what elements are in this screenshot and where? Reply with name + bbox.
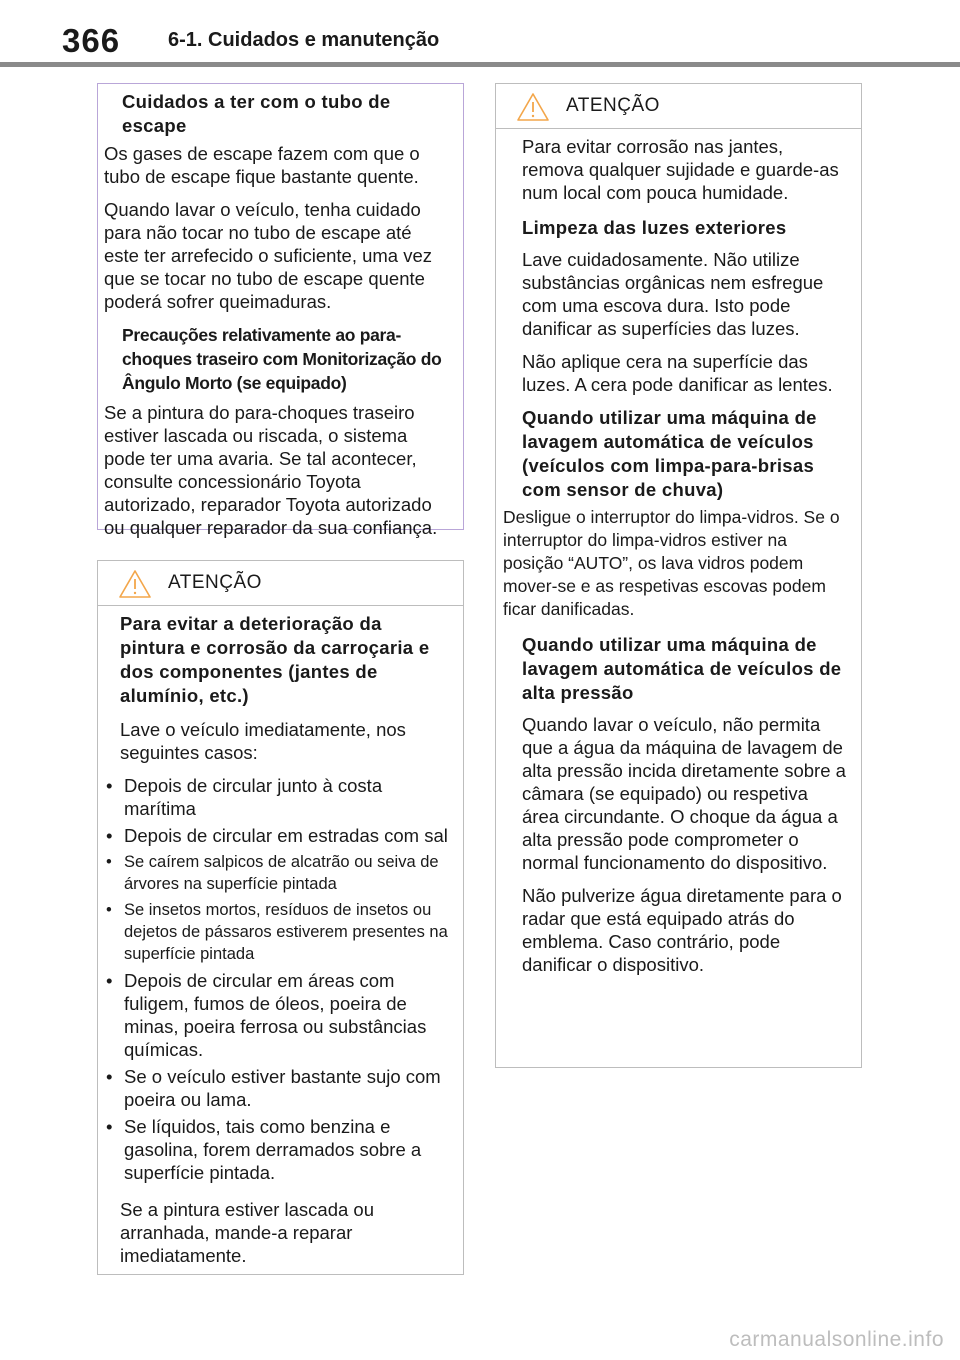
paint-intro: Lave o veículo imediatamente, nos seguintes casos: (120, 719, 406, 763)
list-item: • Se líquidos, tais como benzina e gasolina, forem derramados sobre a superfície pintada. (106, 1115, 449, 1184)
warning-header (496, 84, 861, 129)
section-title: 6-1. Cuidados e manutenção (168, 29, 440, 51)
warning-title: ATENÇÃO (566, 95, 660, 116)
warning-icon (118, 569, 152, 599)
paint-repair-paragraph: Se a pintura estiver lascada ou arranhada, mande-a reparar imediatamente. (120, 1199, 375, 1266)
exhaust-heading: Cuidados a ter com o tubo de escape (122, 91, 391, 136)
list-item: • Depois de circular em áreas com fuligem, fumos de óleos, poeira de minas, poeira ferrosa ou substâncias químicas. (106, 969, 449, 1061)
list-item: • Depois de circular junto à costa marítima (106, 774, 449, 820)
high-pressure-paragraph: Quando lavar o veículo, não permita que a água da máquina de lavagem de alta pressão incida diretamente sobre a câmara (se equipado) ou respetiva área circundante. O choque da água a alta pressão pode comprometer o normal funcionamento do dispositivo. (522, 714, 846, 873)
lights-paragraph-1: Lave cuidadosamente. Não utilize substâncias orgânicas nem esfregue com uma escova dura. Isto pode danificar as superfícies das luzes. (522, 249, 824, 339)
list-item: • Se insetos mortos, resíduos de insetos ou dejetos de pássaros estiverem presentes na superfície pintada (106, 899, 449, 965)
bumper-paragraph: Se a pintura do para-choques traseiro estiver lascada ou riscada, o sistema pode ter uma avaria. Se tal acontecer, consulte concessionário Toyota autorizado, reparador Toyota autorizado ou qualquer reparador da sua confiança. (104, 402, 438, 538)
exhaust-paragraph-1: Os gases de escape fazem com que o tubo de escape fique bastante quente. (104, 143, 420, 187)
warning-box-paint (97, 560, 464, 1275)
warning-box-cleaning (495, 83, 862, 1068)
warning-icon (516, 92, 550, 122)
list-item: • Se o veículo estiver bastante sujo com poeira ou lama. (106, 1065, 449, 1111)
warning-title: ATENÇÃO (168, 572, 262, 593)
exhaust-paragraph-2: Quando lavar o veículo, tenha cuidado para não tocar no tubo de escape até este ter arrefecido o suficiente, uma vez que se tocar no tubo de escape quente poderá sofrer queimaduras. (104, 199, 433, 312)
lights-heading: Limpeza das luzes exteriores (522, 217, 787, 238)
page-number: 366 (62, 22, 121, 59)
exhaust-care-box (97, 83, 464, 538)
radar-paragraph: Não pulverize água diretamente para o radar que está equipado atrás do emblema. Caso contrário, pode danificar o dispositivo. (522, 885, 842, 975)
watermark: carmanualsonline.info (729, 1328, 944, 1351)
rain-sensor-paragraph: Desligue o interruptor do limpa-vidros. Se o interruptor do limpa-vidros estiver na posição “AUTO”, os lava vidros podem mover-se e as respetivas escovas podem ficar danificadas. (503, 507, 840, 619)
high-pressure-heading: Quando utilizar uma máquina de lavagem automática de veículos de alta pressão (522, 634, 842, 703)
paint-bullet-list (106, 774, 449, 1184)
header-rule (0, 62, 960, 67)
rain-sensor-heading: Quando utilizar uma máquina de lavagem automática de veículos (veículos com limpa-para-brisas com sensor de chuva) (522, 407, 817, 500)
wheels-paragraph: Para evitar corrosão nas jantes, remova qualquer sujidade e guarde-as num local com pouca humidade. (522, 136, 839, 203)
lights-paragraph-2: Não aplique cera na superfície das luzes. A cera pode danificar as lentes. (522, 351, 833, 395)
warning-header (98, 561, 463, 606)
bumper-heading: Precauções relativamente ao para-choques traseiro com Monitorização do Ângulo Morto (se equipado) (122, 325, 442, 393)
list-item: • Se caírem salpicos de alcatrão ou seiva de árvores na superfície pintada (106, 851, 449, 895)
list-item: • Depois de circular em estradas com sal (106, 824, 449, 847)
paint-heading: Para evitar a deterioração da pintura e corrosão da carroçaria e dos componentes (jantes de alumínio, etc.) (120, 613, 430, 706)
